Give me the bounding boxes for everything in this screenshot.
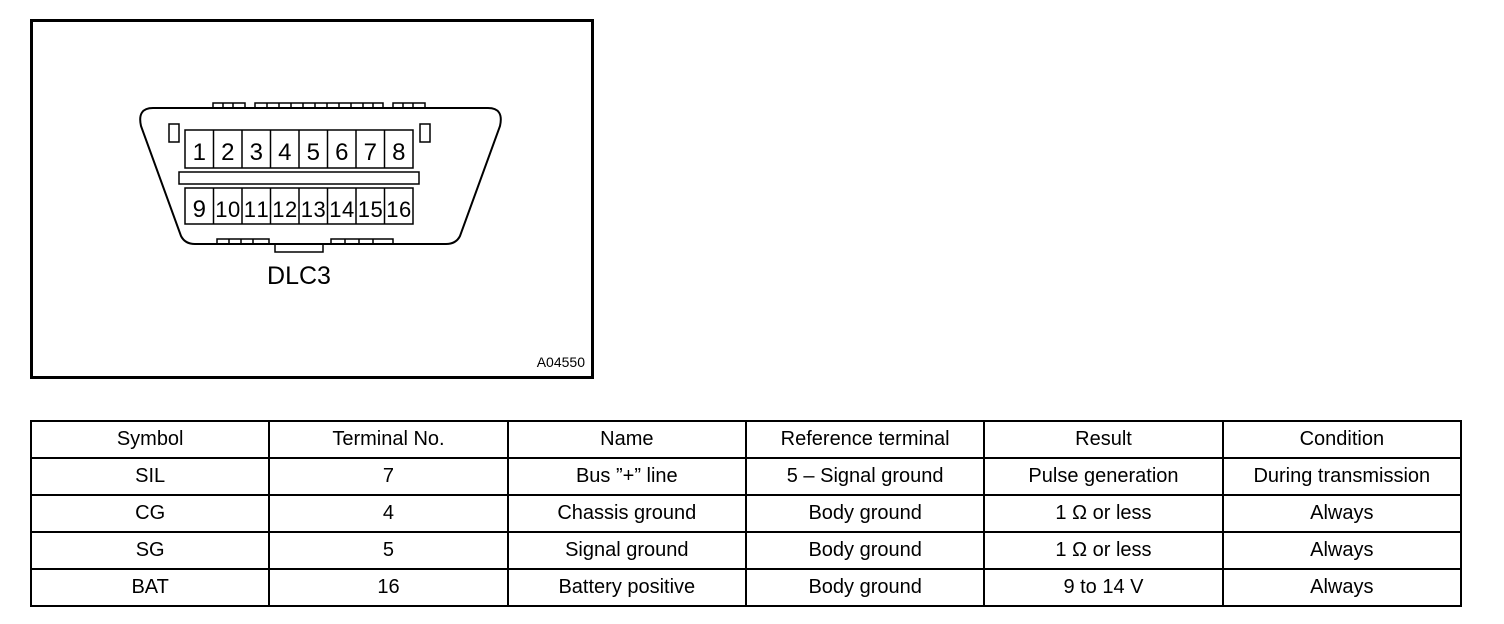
center-rib <box>179 172 419 184</box>
table-cell: Battery positive <box>508 569 746 606</box>
table-cell: Body ground <box>746 569 984 606</box>
top-pin-3: 3 <box>249 139 263 166</box>
table-cell: 1 Ω or less <box>984 495 1222 532</box>
table-cell: Pulse generation <box>984 458 1222 495</box>
table-cell: Signal ground <box>508 532 746 569</box>
bottom-serrations <box>217 239 393 252</box>
table-cell: Body ground <box>746 532 984 569</box>
bottom-pin-15: 15 <box>357 197 383 222</box>
table-cell: 4 <box>269 495 507 532</box>
terminal-spec-table <box>30 420 1462 607</box>
header-condition: Condition <box>1223 421 1461 458</box>
bottom-pin-9: 9 <box>192 196 206 223</box>
table-cell: Always <box>1223 495 1461 532</box>
bottom-pin-16: 16 <box>386 197 412 222</box>
top-pin-1: 1 <box>192 139 206 166</box>
dlc3-connector-diagram <box>33 22 591 376</box>
table-body <box>31 458 1461 606</box>
table-cell: 5 – Signal ground <box>746 458 984 495</box>
table-cell: During transmission <box>1223 458 1461 495</box>
top-pin-7: 7 <box>363 139 377 166</box>
table-cell: 7 <box>269 458 507 495</box>
connector-label: DLC3 <box>267 262 331 290</box>
bottom-pin-10: 10 <box>215 197 241 222</box>
header-result: Result <box>984 421 1222 458</box>
bottom-pin-13: 13 <box>300 197 326 222</box>
top-pin-5: 5 <box>306 139 320 166</box>
right-latch <box>420 124 430 142</box>
table-cell: CG <box>31 495 269 532</box>
table-row <box>31 458 1461 495</box>
table-row <box>31 569 1461 606</box>
table-cell: 5 <box>269 532 507 569</box>
table-row <box>31 532 1461 569</box>
table-cell: Chassis ground <box>508 495 746 532</box>
top-pin-2: 2 <box>221 139 235 166</box>
bottom-pin-12: 12 <box>272 197 298 222</box>
table-cell: Body ground <box>746 495 984 532</box>
pin-numbers <box>193 139 412 223</box>
table-cell: Always <box>1223 532 1461 569</box>
table-cell: 1 Ω or less <box>984 532 1222 569</box>
top-pin-6: 6 <box>335 139 349 166</box>
bottom-pin-14: 14 <box>329 197 355 222</box>
table-cell: BAT <box>31 569 269 606</box>
header-name: Name <box>508 421 746 458</box>
table-cell: 16 <box>269 569 507 606</box>
table-cell: Always <box>1223 569 1461 606</box>
header-symbol: Symbol <box>31 421 269 458</box>
header-reference-terminal: Reference terminal <box>746 421 984 458</box>
table-row <box>31 495 1461 532</box>
connector-figure <box>30 19 594 379</box>
header-terminal-no: Terminal No. <box>269 421 507 458</box>
table-header-row <box>31 421 1461 458</box>
table-cell: SG <box>31 532 269 569</box>
bottom-pin-11: 11 <box>243 197 269 222</box>
left-latch <box>169 124 179 142</box>
top-pin-8: 8 <box>392 139 406 166</box>
table-cell: Bus ”+” line <box>508 458 746 495</box>
figure-code: A04550 <box>536 354 585 370</box>
table-cell: SIL <box>31 458 269 495</box>
top-pin-4: 4 <box>278 139 292 166</box>
table-cell: 9 to 14 V <box>984 569 1222 606</box>
